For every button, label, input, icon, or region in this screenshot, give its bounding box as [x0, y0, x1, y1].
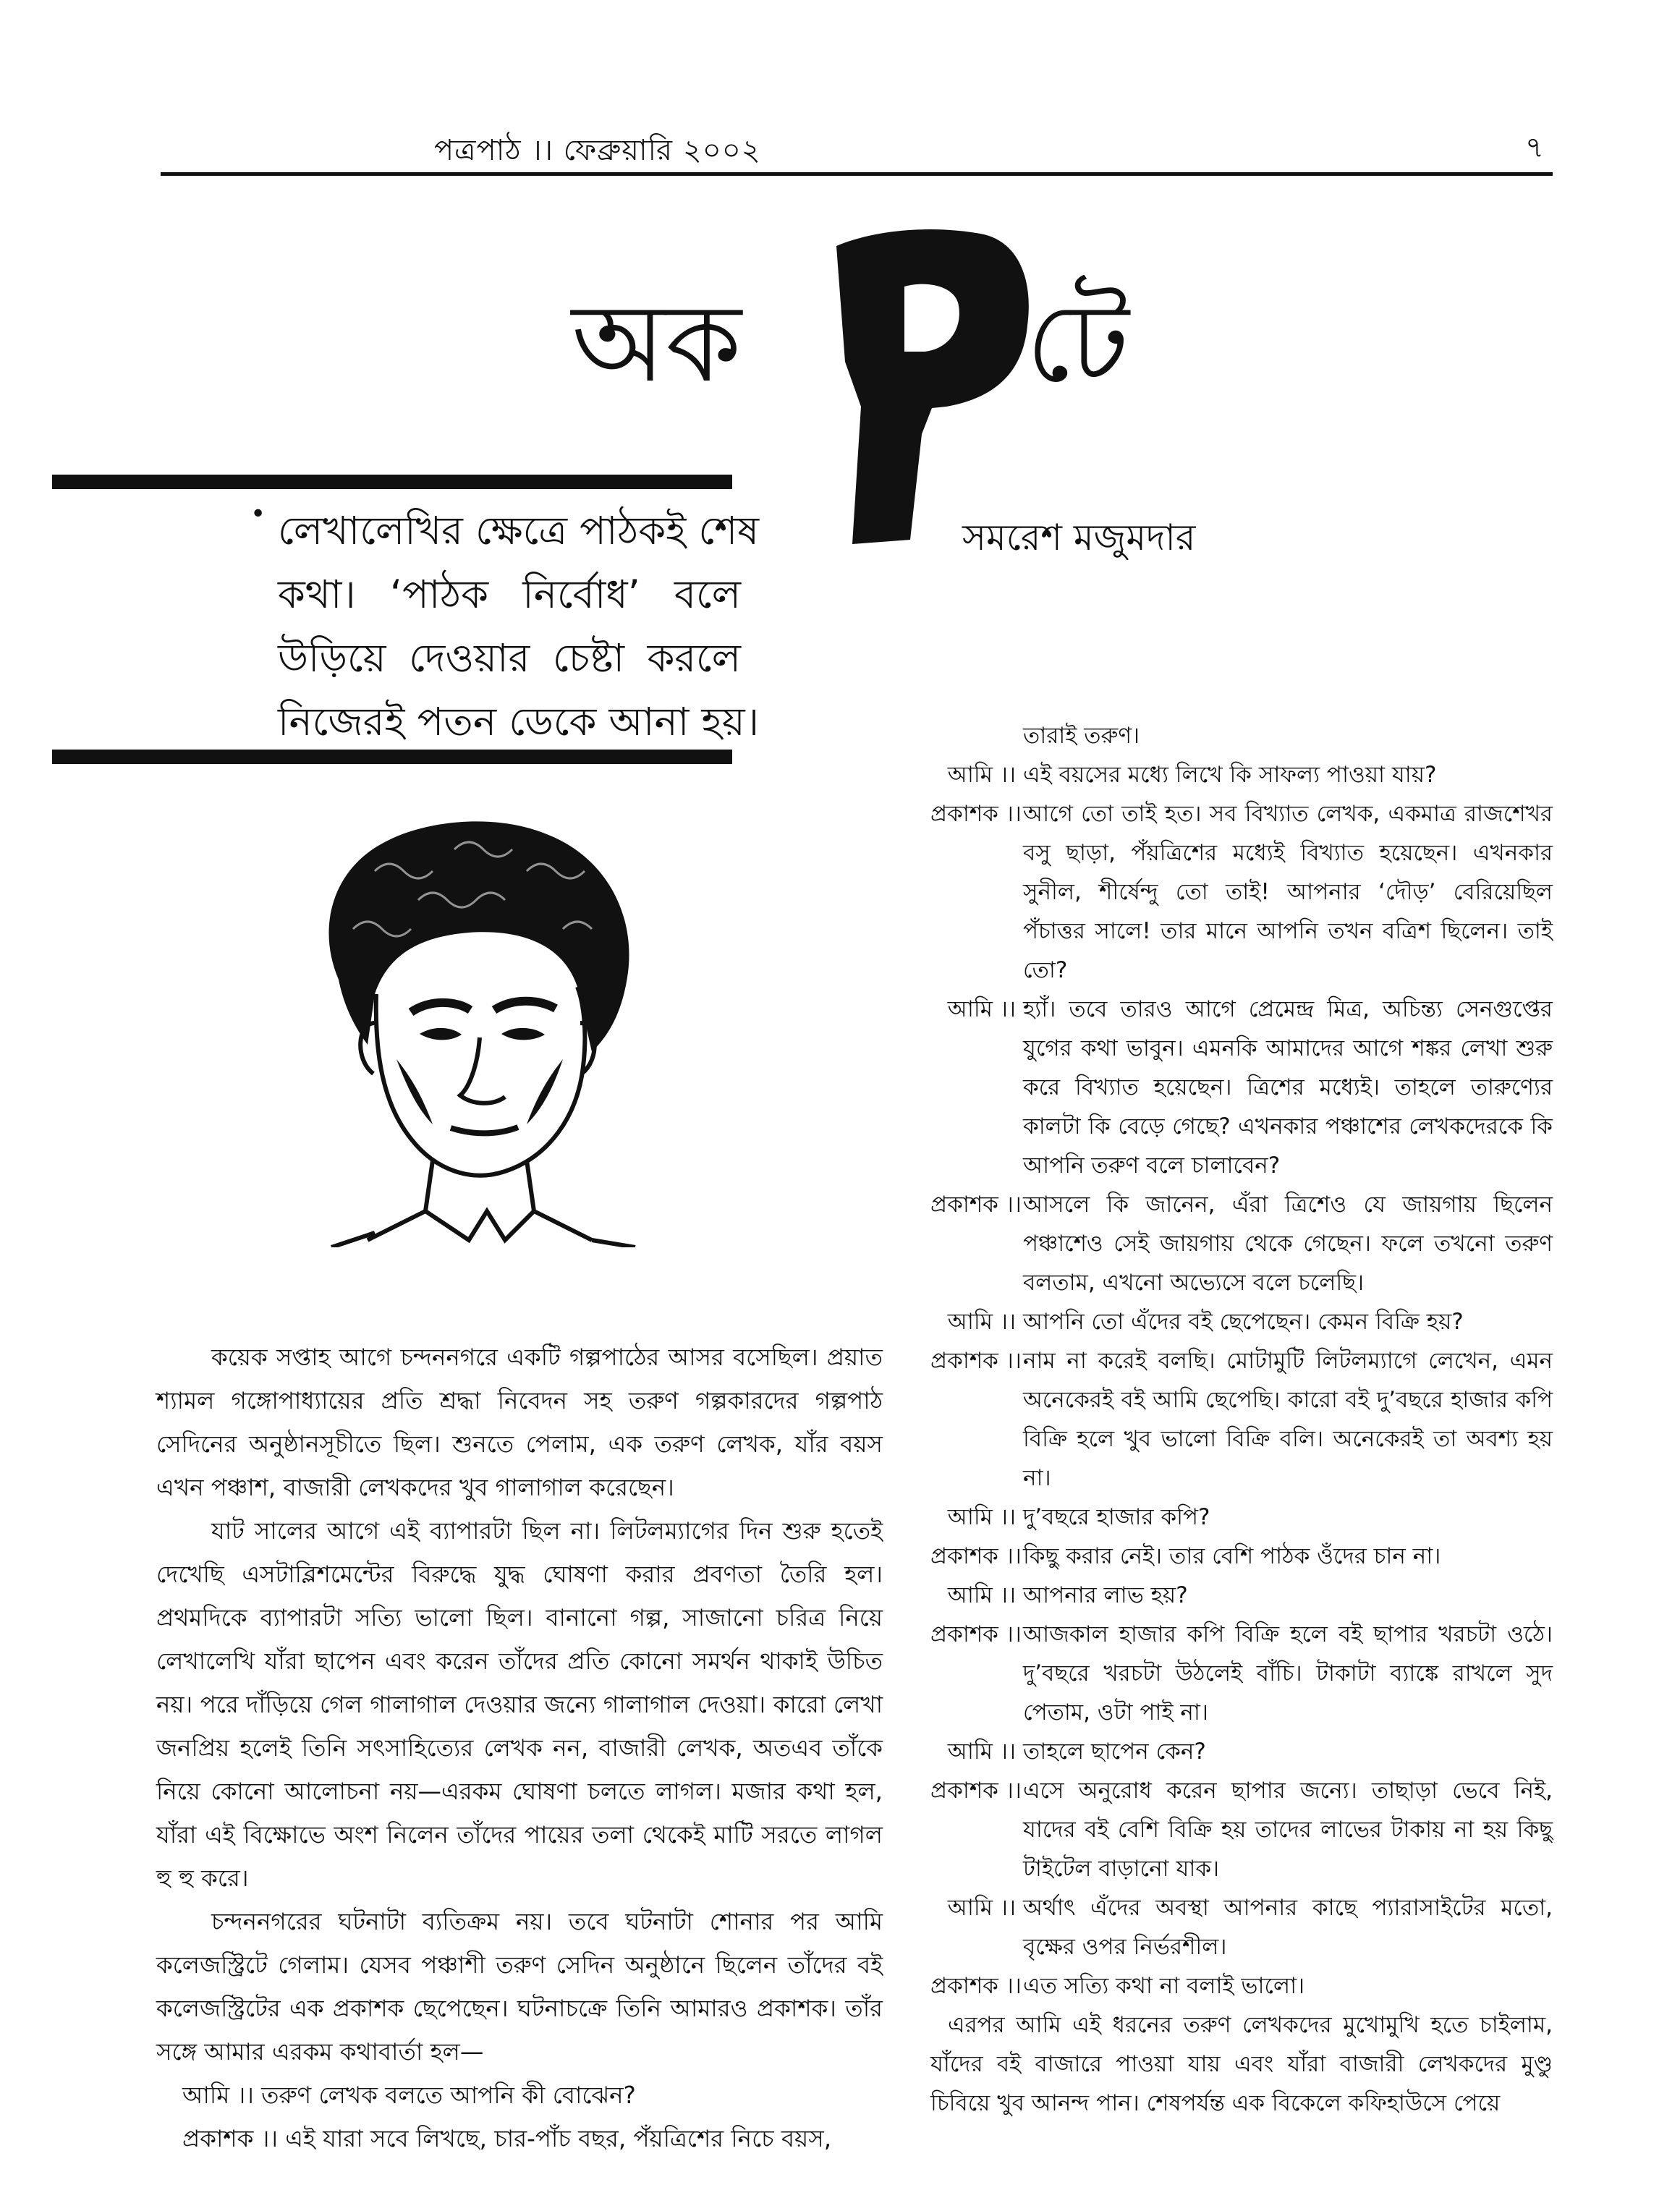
title-left-part: অক — [572, 281, 742, 407]
body-paragraph: চন্দননগরের ঘটনাটা ব্যতিক্রম নয়। তবে ঘটনাটা শোনার পর আমি কলেজস্ট্রিটে গেলাম। যেসব পঞ্চাশী তরুণ সেদিন অনুষ্ঠানে ছিলেন তাঁদের বই কলেজস্ট্রিটের এক প্রকাশক ছেপেছেন। ঘটনাচক্রে তিনি আমারও প্রকাশক। তাঁর সঙ্গে আমার এরকম কথাবার্তা হল— — [156, 1908, 883, 2066]
speaker-label: প্রকাশক ।। — [930, 801, 1022, 827]
quote-bullet-mark: • — [250, 499, 266, 529]
body-paragraph: কয়েক সপ্তাহ আগে চন্দননগরে একটি গল্পপাঠের আসর বসেছিল। প্রয়াত শ্যামল গঙ্গোপাধ্যায়ের প্রতি শ্রদ্ধা নিবেদন সহ তরুণ গল্পকারদের গল্পপাঠ সেদিনের অনুষ্ঠানসূচীতে ছিল। শুনতে পেলাম, এক তরুণ লেখক, যাঁর বয়স এখন পঞ্চাশ, বাজারী লেখকদের খুব গালাগাল করেছেন। — [156, 1344, 883, 1501]
dialogue-text: আজকাল হাজার কপি বিক্রি হলে বই ছাপার খরচটা ওঠে। দু’বছরে খরচটা উঠলেই বাঁচি। টাকাটা ব্যাঙ্কে রাখলে সুদ পেতাম, ওটা পাই না। — [1023, 1621, 1553, 1726]
dialogue-exchange — [930, 1537, 1553, 1576]
dialogue-text: অর্থাৎ এঁদের অবস্থা আপনার কাছে প্যারাসাইটের মতো, বৃক্ষের ওপর নির্ভরশীল। — [1023, 1895, 1553, 1960]
speaker-label: প্রকাশক ।। — [930, 1348, 1022, 1374]
pull-quote-line: নিজেরই পতন ডেকে আনা হয়। — [278, 699, 760, 744]
speaker-label: আমি ।। — [947, 1739, 1016, 1765]
author-byline: সমরেশ মজুমদার — [962, 517, 1196, 559]
title-right-part: টে — [1026, 281, 1129, 407]
left-column-body — [156, 1336, 883, 2160]
dialogue-exchange — [930, 1888, 1553, 1966]
dialogue-text: দু’বছরে হাজার কপি? — [1023, 1504, 1210, 1530]
pull-quote-line: কথা। ‘পাঠক নির্বোধ’ বলে — [278, 572, 741, 617]
speaker-label: প্রকাশক ।। — [930, 1778, 1022, 1804]
title-big-letter-text: প — [823, 217, 824, 218]
dialogue-exchange — [930, 1185, 1553, 1302]
dialogue-line: প্রকাশক ।। এই যারা সবে লিখছে, চার-পাঁচ বছর, পঁয়ত্রিশের নিচে বয়স, — [182, 2125, 832, 2152]
speaker-label: প্রকাশক ।। — [930, 1543, 1022, 1569]
dialogue-text: কিছু করার নেই। তার বেশি পাঠক ওঁদের চান না। — [1023, 1543, 1441, 1569]
dialogue-text: হ্যাঁ। তবে তারও আগে প্রেমেন্দ্র মিত্র, অচিন্ত্য সেনগুপ্তের যুগের কথা ভাবুন। এমনকি আমাদের আগে শঙ্কর লেখা শুরু করে বিখ্যাত হয়েছেন। ত্রিশের মধ্যেই। তাহলে তারুণ্যের কালটা কি বেড়ে গেছে? এখনকার পঞ্চাশের লেখকদেরকে কি আপনি তরুণ বলে চালাবেন? — [1023, 996, 1553, 1179]
speaker-label: আমি ।। — [947, 762, 1016, 788]
dialogue-text: এই বয়সের মধ্যে লিখে কি সাফল্য পাওয়া যায়? — [1023, 762, 1437, 788]
title-big-letter — [823, 217, 1033, 550]
dialogue-text: তারাই তরুণ। — [1023, 723, 1140, 749]
quote-bottom-rule — [52, 750, 732, 764]
speaker-label: প্রকাশক ।। — [930, 1973, 1022, 1999]
dialogue-text: এসে অনুরোধ করেন ছাপার জন্যে। তাছাড়া ভেবে নিই, যাদের বই বেশি বিক্রি হয় তাদের লাভের টাকায় না হয় কিছু টাইটেল বাড়ানো যাক। — [1023, 1778, 1553, 1882]
speaker-label: প্রকাশক ।। — [930, 1621, 1022, 1647]
dialogue-text: নাম না করেই বলছি। মোটামুটি লিটলম্যাগে লেখেন, এমন অনেকেরই বই আমি ছেপেছি। কারো বই দু’বছরে হাজার কপি বিক্রি হলে খুব ভালো বিক্রি বলি। অনেকেরই তা অবশ্য হয় না। — [1023, 1348, 1553, 1491]
dialogue-exchange — [930, 1732, 1553, 1771]
dialogue-exchange — [930, 1771, 1553, 1888]
dialogue-continuation — [930, 716, 1553, 755]
right-column-dialogue — [930, 716, 1553, 2123]
header-rule — [161, 172, 1553, 176]
dialogue-exchange — [930, 1966, 1553, 2006]
running-head: পত্রপাঠ ।। ফেব্রুয়ারি ২০০২ — [434, 134, 761, 167]
dialogue-exchange — [930, 794, 1553, 990]
speaker-label: আমি ।। — [947, 1309, 1016, 1335]
page-number: ৭ — [1525, 131, 1545, 164]
dialogue-text: আপনার লাভ হয়? — [1023, 1582, 1188, 1608]
speaker-label: আমি ।। — [947, 1504, 1016, 1530]
dialogue-exchange — [930, 1615, 1553, 1732]
dialogue-exchange — [930, 1576, 1553, 1615]
dialogue-text: আপনি তো এঁদের বই ছেপেছেন। কেমন বিক্রি হয়? — [1023, 1309, 1464, 1335]
pull-quote-line: লেখালেখির ক্ষেত্রে পাঠকই শেষ — [278, 508, 760, 553]
dialogue-exchange — [930, 990, 1553, 1185]
speaker-label: আমি ।। — [947, 1895, 1016, 1921]
speaker-label: আমি ।। — [947, 1582, 1016, 1608]
dialogue-exchange — [930, 755, 1553, 794]
speaker-label: আমি ।। — [947, 996, 1016, 1022]
author-portrait-illustration — [288, 806, 664, 1247]
dialogue-exchange — [930, 1498, 1553, 1537]
dialogue-text: তাহলে ছাপেন কেন? — [1023, 1739, 1206, 1765]
dialogue-line: আমি ।। তরুণ লেখক বলতে আপনি কী বোঝেন? — [182, 2081, 636, 2109]
dialogue-text: আসলে কি জানেন, এঁরা ত্রিশেও যে জায়গায় ছিলেন পঞ্চাশেও সেই জায়গায় থেকে গেছেন। ফলে তখনো তরুণ বলতাম, এখনো অভ্যেসে বলে চলেছি। — [1023, 1192, 1553, 1296]
dialogue-text: আগে তো তাই হত। সব বিখ্যাত লেখক, একমাত্র রাজশেখর বসু ছাড়া, পঁয়ত্রিশের মধ্যেই বিখ্যাত হয়েছেন। এখনকার সুনীল, শীর্ষেন্দু তো তাই! আপনার ‘দৌড়’ বেরিয়েছিল পঁচাত্তর সালে! তার মানে আপনি তখন বত্রিশ ছিলেন। তাই তো? — [1023, 801, 1553, 983]
dialogue-exchange — [930, 1341, 1553, 1498]
dialogue-exchange — [930, 1302, 1553, 1341]
dialogue-text: এত সত্যি কথা না বলাই ভালো। — [1023, 1973, 1305, 1999]
pull-quote-line: উড়িয়ে দেওয়ার চেষ্টা করলে — [278, 635, 741, 681]
speaker-label: প্রকাশক ।। — [930, 1192, 1022, 1218]
closing-paragraph: এরপর আমি এই ধরনের তরুণ লেখকদের মুখোমুখি হতে চাইলাম, যাঁদের বই বাজারে পাওয়া যায় এবং যাঁরা বাজারী লেখকদের মুণ্ডু চিবিয়ে খুব আনন্দ পান। শেষপর্যন্ত এক বিকেলে কফিহাউসে পেয়ে — [930, 2012, 1553, 2116]
quote-top-rule — [52, 475, 732, 489]
body-paragraph: যাট সালের আগে এই ব্যাপারটা ছিল না। লিটলম্যাগের দিন শুরু হতেই দেখেছি এসটাব্লিশমেন্টের বিরুদ্ধে যুদ্ধ ঘোষণা করার প্রবণতা তৈরি হল। প্রথমদিকে ব্যাপারটা সত্যি ভালো ছিল। বানানো গল্প, সাজানো চরিত্র নিয়ে লেখালেখি যাঁরা ছাপেন এবং করেন তাঁদের প্রতি কোনো সমর্থন থাকাই উচিত নয়। পরে দাঁড়িয়ে গেল গালাগাল দেওয়ার জন্যে গালাগাল দেওয়া। কারো লেখা জনপ্রিয় হলেই তিনি সৎসাহিত্যের লেখক নন, বাজারী লেখক, অতএব তাঁকে নিয়ে কোনো আলোচনা নয়—এরকম ঘোষণা চলতে লাগল। মজার কথা হল, যাঁরা এই বিক্ষোভে অংশ নিলেন তাঁদের পায়ের তলা থেকেই মাটি সরতে লাগল হু হু করে। — [156, 1517, 883, 1892]
pull-quote — [278, 499, 760, 754]
